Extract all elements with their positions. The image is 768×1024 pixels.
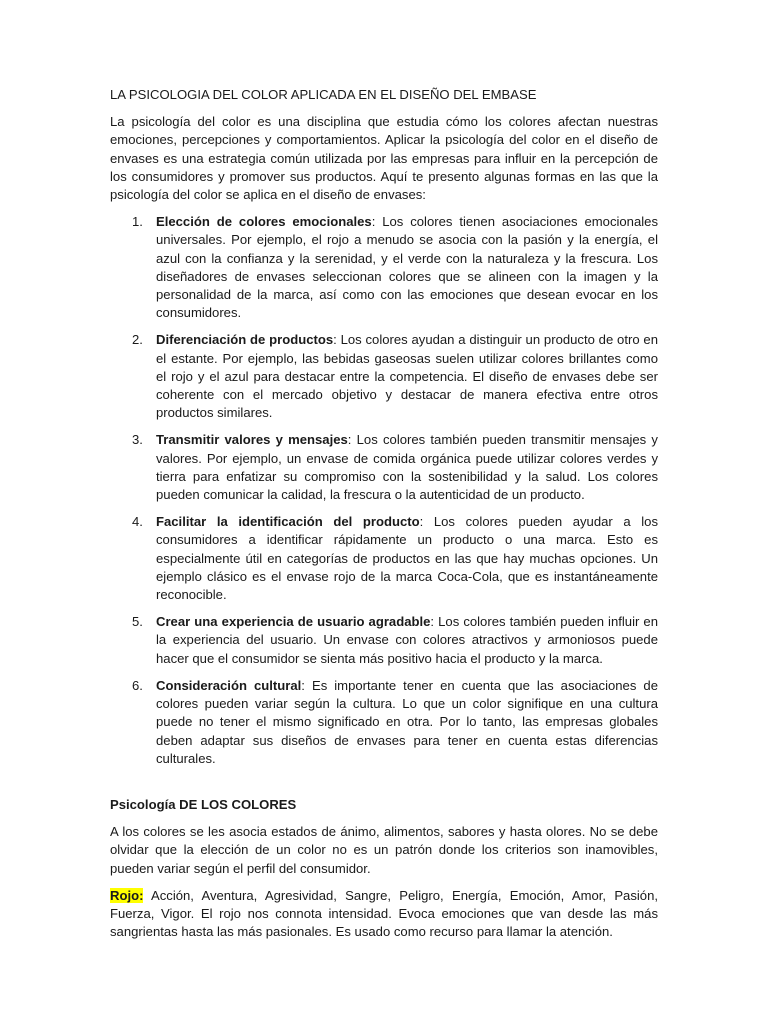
list-item xyxy=(132,213,658,322)
list-term: Transmitir valores y mensajes xyxy=(156,432,348,448)
list-number: 2. xyxy=(132,332,143,348)
list-text: : Los colores también pueden transmitir mensajes y valores. Por ejemplo, un envase de comida orgánica puede utilizar colores verdes y tierra para enfatizar su compromiso con la sostenibilidad y la salud. Los colores pueden comunicar la calidad, la frescura o la autenticidad de un producto. xyxy=(156,432,658,503)
document-title: LA PSICOLOGIA DEL COLOR APLICADA EN EL DISEÑO DEL EMBASE xyxy=(110,87,537,102)
list-term: Diferenciación de productos xyxy=(156,332,334,348)
list-item xyxy=(132,331,658,422)
red-color-paragraph xyxy=(110,887,658,942)
list-term: Elección de colores emocionales xyxy=(156,214,372,230)
section-paragraph: A los colores se les asocia estados de ánimo, alimentos, sabores y hasta olores. No se debe olvidar que la elección de un color no es un patrón donde los criterios son inamovibles, pueden variar según el perfil del consumidor. xyxy=(110,824,658,876)
section-heading: Psicología DE LOS COLORES xyxy=(110,796,297,812)
red-label-highlighted: Rojo: xyxy=(110,887,144,903)
list-item xyxy=(132,613,658,668)
list-text: : Los colores también pueden influir en la experiencia del usuario. Un envase con colores atractivos y armoniosos puede hacer que el consumidor se sienta más positivo hacia el producto y la marca. xyxy=(156,614,658,666)
list-term: Facilitar la identificación del producto xyxy=(156,514,420,530)
list-number: 5. xyxy=(132,614,143,630)
numbered-list xyxy=(110,213,658,768)
list-number: 1. xyxy=(132,214,143,230)
list-number: 4. xyxy=(132,514,143,530)
red-description: Acción, Aventura, Agresividad, Sangre, Peligro, Energía, Emoción, Amor, Pasión, Fuerza, Vigor. El rojo nos connota intensidad. Evoca emociones que van desde las más sangrientas hasta las más pasionales. Es usado como recurso para llamar la atención. xyxy=(110,887,658,940)
list-item xyxy=(132,513,658,604)
list-item xyxy=(132,677,658,768)
list-item xyxy=(132,431,658,504)
list-text: : Los colores ayudan a distinguir un producto de otro en el estante. Por ejemplo, las bebidas gaseosas suelen utilizar colores brillantes como el rojo y el azul para destacar entre la competencia. El diseño de envases debe ser coherente con el mercado objetivo y destacar de manera efectiva entre otros productos similares. xyxy=(156,332,658,421)
list-number: 6. xyxy=(132,677,143,693)
list-number: 3. xyxy=(132,432,143,448)
list-term: Crear una experiencia de usuario agradable xyxy=(156,614,431,630)
intro-paragraph: La psicología del color es una disciplina que estudia cómo los colores afectan nuestras emociones, percepciones y comportamientos. Aplicar la psicología del color en el diseño de envases es una estrategia común utilizada por las empresas para influir en la percepción de los consumidores y promover sus productos. Aquí te presento algunas formas en las que la psicología del color se aplica en el diseño de envases: xyxy=(110,114,658,203)
list-text: : Es importante tener en cuenta que las asociaciones de colores pueden variar según la cultura. Lo que un color signifique en una cultura puede no tener el mismo significado en otra. Por lo tanto, las empresas globales deben adaptar sus diseños de envases para tener en cuenta estas diferencias culturales. xyxy=(156,677,658,766)
list-text: : Los colores tienen asociaciones emocionales universales. Por ejemplo, el rojo a menudo se asocia con la pasión y la energía, el azul con la confianza y la serenidad, y el verde con la naturaleza y la frescura. Los diseñadores de envases seleccionan colores que se alineen con la imagen y la personalidad de la marca, así como con las emociones que desean evocar en los consumidores. xyxy=(156,214,658,321)
list-term: Consideración cultural xyxy=(156,677,302,693)
list-text: : Los colores pueden ayudar a los consumidores a identificar rápidamente un producto o una marca. Esto es especialmente útil en categorías de productos en las que hay muchas opciones. Un ejemplo clásico es el envase rojo de la marca Coca-Cola, que es instantáneamente reconocible. xyxy=(156,514,658,603)
